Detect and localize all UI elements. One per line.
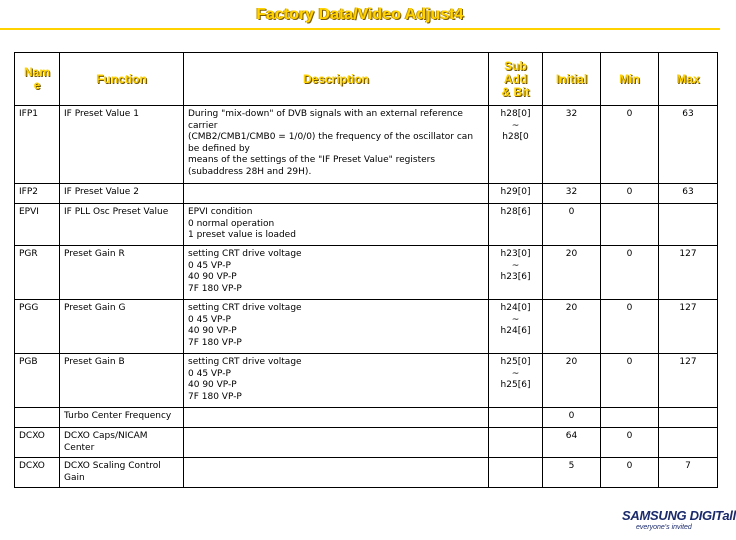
cell-max xyxy=(659,408,718,428)
header-function: Function xyxy=(60,53,184,106)
logo-tagline: everyone's invited xyxy=(636,524,692,531)
cell-initial: 32 xyxy=(543,106,601,184)
factory-data-table xyxy=(14,52,718,488)
table-row xyxy=(15,204,718,246)
cell-function: IF Preset Value 1 xyxy=(60,106,184,184)
cell-description: During "mix-down" of DVB signals with an external reference carrier (CMB2/CMB1/CMB0 = 1/0/0) the frequency of the oscillator can be defined by means of the settings of the "IF Preset Value" registers (subaddress 28H and 29H). xyxy=(184,106,489,184)
cell-sub-addr xyxy=(489,458,543,488)
cell-max: 63 xyxy=(659,184,718,204)
table-row xyxy=(15,184,718,204)
cell-initial: 0 xyxy=(543,408,601,428)
cell-min: 0 xyxy=(601,458,659,488)
header-max: Max xyxy=(659,53,718,106)
cell-name: DCXO xyxy=(15,428,60,458)
cell-sub-addr: h29[0] xyxy=(489,184,543,204)
cell-name: PGB xyxy=(15,354,60,408)
cell-min: 0 xyxy=(601,246,659,300)
cell-description: EPVI condition 0 normal operation 1 preset value is loaded xyxy=(184,204,489,246)
cell-name: DCXO xyxy=(15,458,60,488)
cell-name: EPVI xyxy=(15,204,60,246)
cell-function: Preset Gain G xyxy=(60,300,184,354)
cell-function: IF PLL Osc Preset Value xyxy=(60,204,184,246)
logo-wordmark: SAMSUNG DIGITall xyxy=(622,508,736,523)
cell-name: IFP2 xyxy=(15,184,60,204)
cell-function: IF Preset Value 2 xyxy=(60,184,184,204)
table-row xyxy=(15,246,718,300)
table-row xyxy=(15,106,718,184)
title-underline xyxy=(0,28,720,30)
header-sub-address: Sub Add & Bit xyxy=(489,53,543,106)
cell-max: 127 xyxy=(659,354,718,408)
table-row xyxy=(15,354,718,408)
cell-description xyxy=(184,428,489,458)
page-title: Factory Data/Video Adjust4 xyxy=(256,6,464,23)
cell-max xyxy=(659,428,718,458)
table-body xyxy=(15,106,718,488)
cell-initial: 20 xyxy=(543,246,601,300)
cell-sub-addr xyxy=(489,428,543,458)
cell-max xyxy=(659,204,718,246)
samsung-digitall-logo xyxy=(622,508,736,536)
table-row xyxy=(15,300,718,354)
table-row xyxy=(15,458,718,488)
cell-initial: 20 xyxy=(543,300,601,354)
header-description: Description xyxy=(184,53,489,106)
header-initial: Initial xyxy=(543,53,601,106)
cell-function: Preset Gain B xyxy=(60,354,184,408)
cell-sub-addr: h24[0] ~ h24[6] xyxy=(489,300,543,354)
cell-description xyxy=(184,408,489,428)
table-row xyxy=(15,428,718,458)
cell-description xyxy=(184,184,489,204)
table-row xyxy=(15,408,718,428)
cell-initial: 64 xyxy=(543,428,601,458)
cell-name: IFP1 xyxy=(15,106,60,184)
cell-sub-addr: h25[0] ~ h25[6] xyxy=(489,354,543,408)
cell-min: 0 xyxy=(601,300,659,354)
cell-min xyxy=(601,204,659,246)
cell-initial: 5 xyxy=(543,458,601,488)
cell-min: 0 xyxy=(601,354,659,408)
cell-description: setting CRT drive voltage 0 45 VP-P 40 90 VP-P 7F 180 VP-P xyxy=(184,300,489,354)
cell-description: setting CRT drive voltage 0 45 VP-P 40 90 VP-P 7F 180 VP-P xyxy=(184,354,489,408)
cell-sub-addr: h28[6] xyxy=(489,204,543,246)
header-min: Min xyxy=(601,53,659,106)
cell-description: setting CRT drive voltage 0 45 VP-P 40 90 VP-P 7F 180 VP-P xyxy=(184,246,489,300)
cell-min xyxy=(601,408,659,428)
cell-sub-addr: h23[0] ~ h23[6] xyxy=(489,246,543,300)
cell-name: PGR xyxy=(15,246,60,300)
cell-function: Turbo Center Frequency xyxy=(60,408,184,428)
header-row xyxy=(15,53,718,106)
cell-min: 0 xyxy=(601,428,659,458)
cell-initial: 0 xyxy=(543,204,601,246)
cell-name xyxy=(15,408,60,428)
cell-min: 0 xyxy=(601,106,659,184)
cell-initial: 20 xyxy=(543,354,601,408)
cell-min: 0 xyxy=(601,184,659,204)
cell-description xyxy=(184,458,489,488)
cell-max: 63 xyxy=(659,106,718,184)
cell-sub-addr xyxy=(489,408,543,428)
header-name: Nam e xyxy=(15,53,60,106)
cell-sub-addr: h28[0] ~ h28[0 xyxy=(489,106,543,184)
cell-initial: 32 xyxy=(543,184,601,204)
cell-function: DCXO Caps/NICAM Center xyxy=(60,428,184,458)
cell-name: PGG xyxy=(15,300,60,354)
cell-max: 7 xyxy=(659,458,718,488)
cell-max: 127 xyxy=(659,300,718,354)
cell-function: DCXO Scaling Control Gain xyxy=(60,458,184,488)
cell-function: Preset Gain R xyxy=(60,246,184,300)
cell-max: 127 xyxy=(659,246,718,300)
